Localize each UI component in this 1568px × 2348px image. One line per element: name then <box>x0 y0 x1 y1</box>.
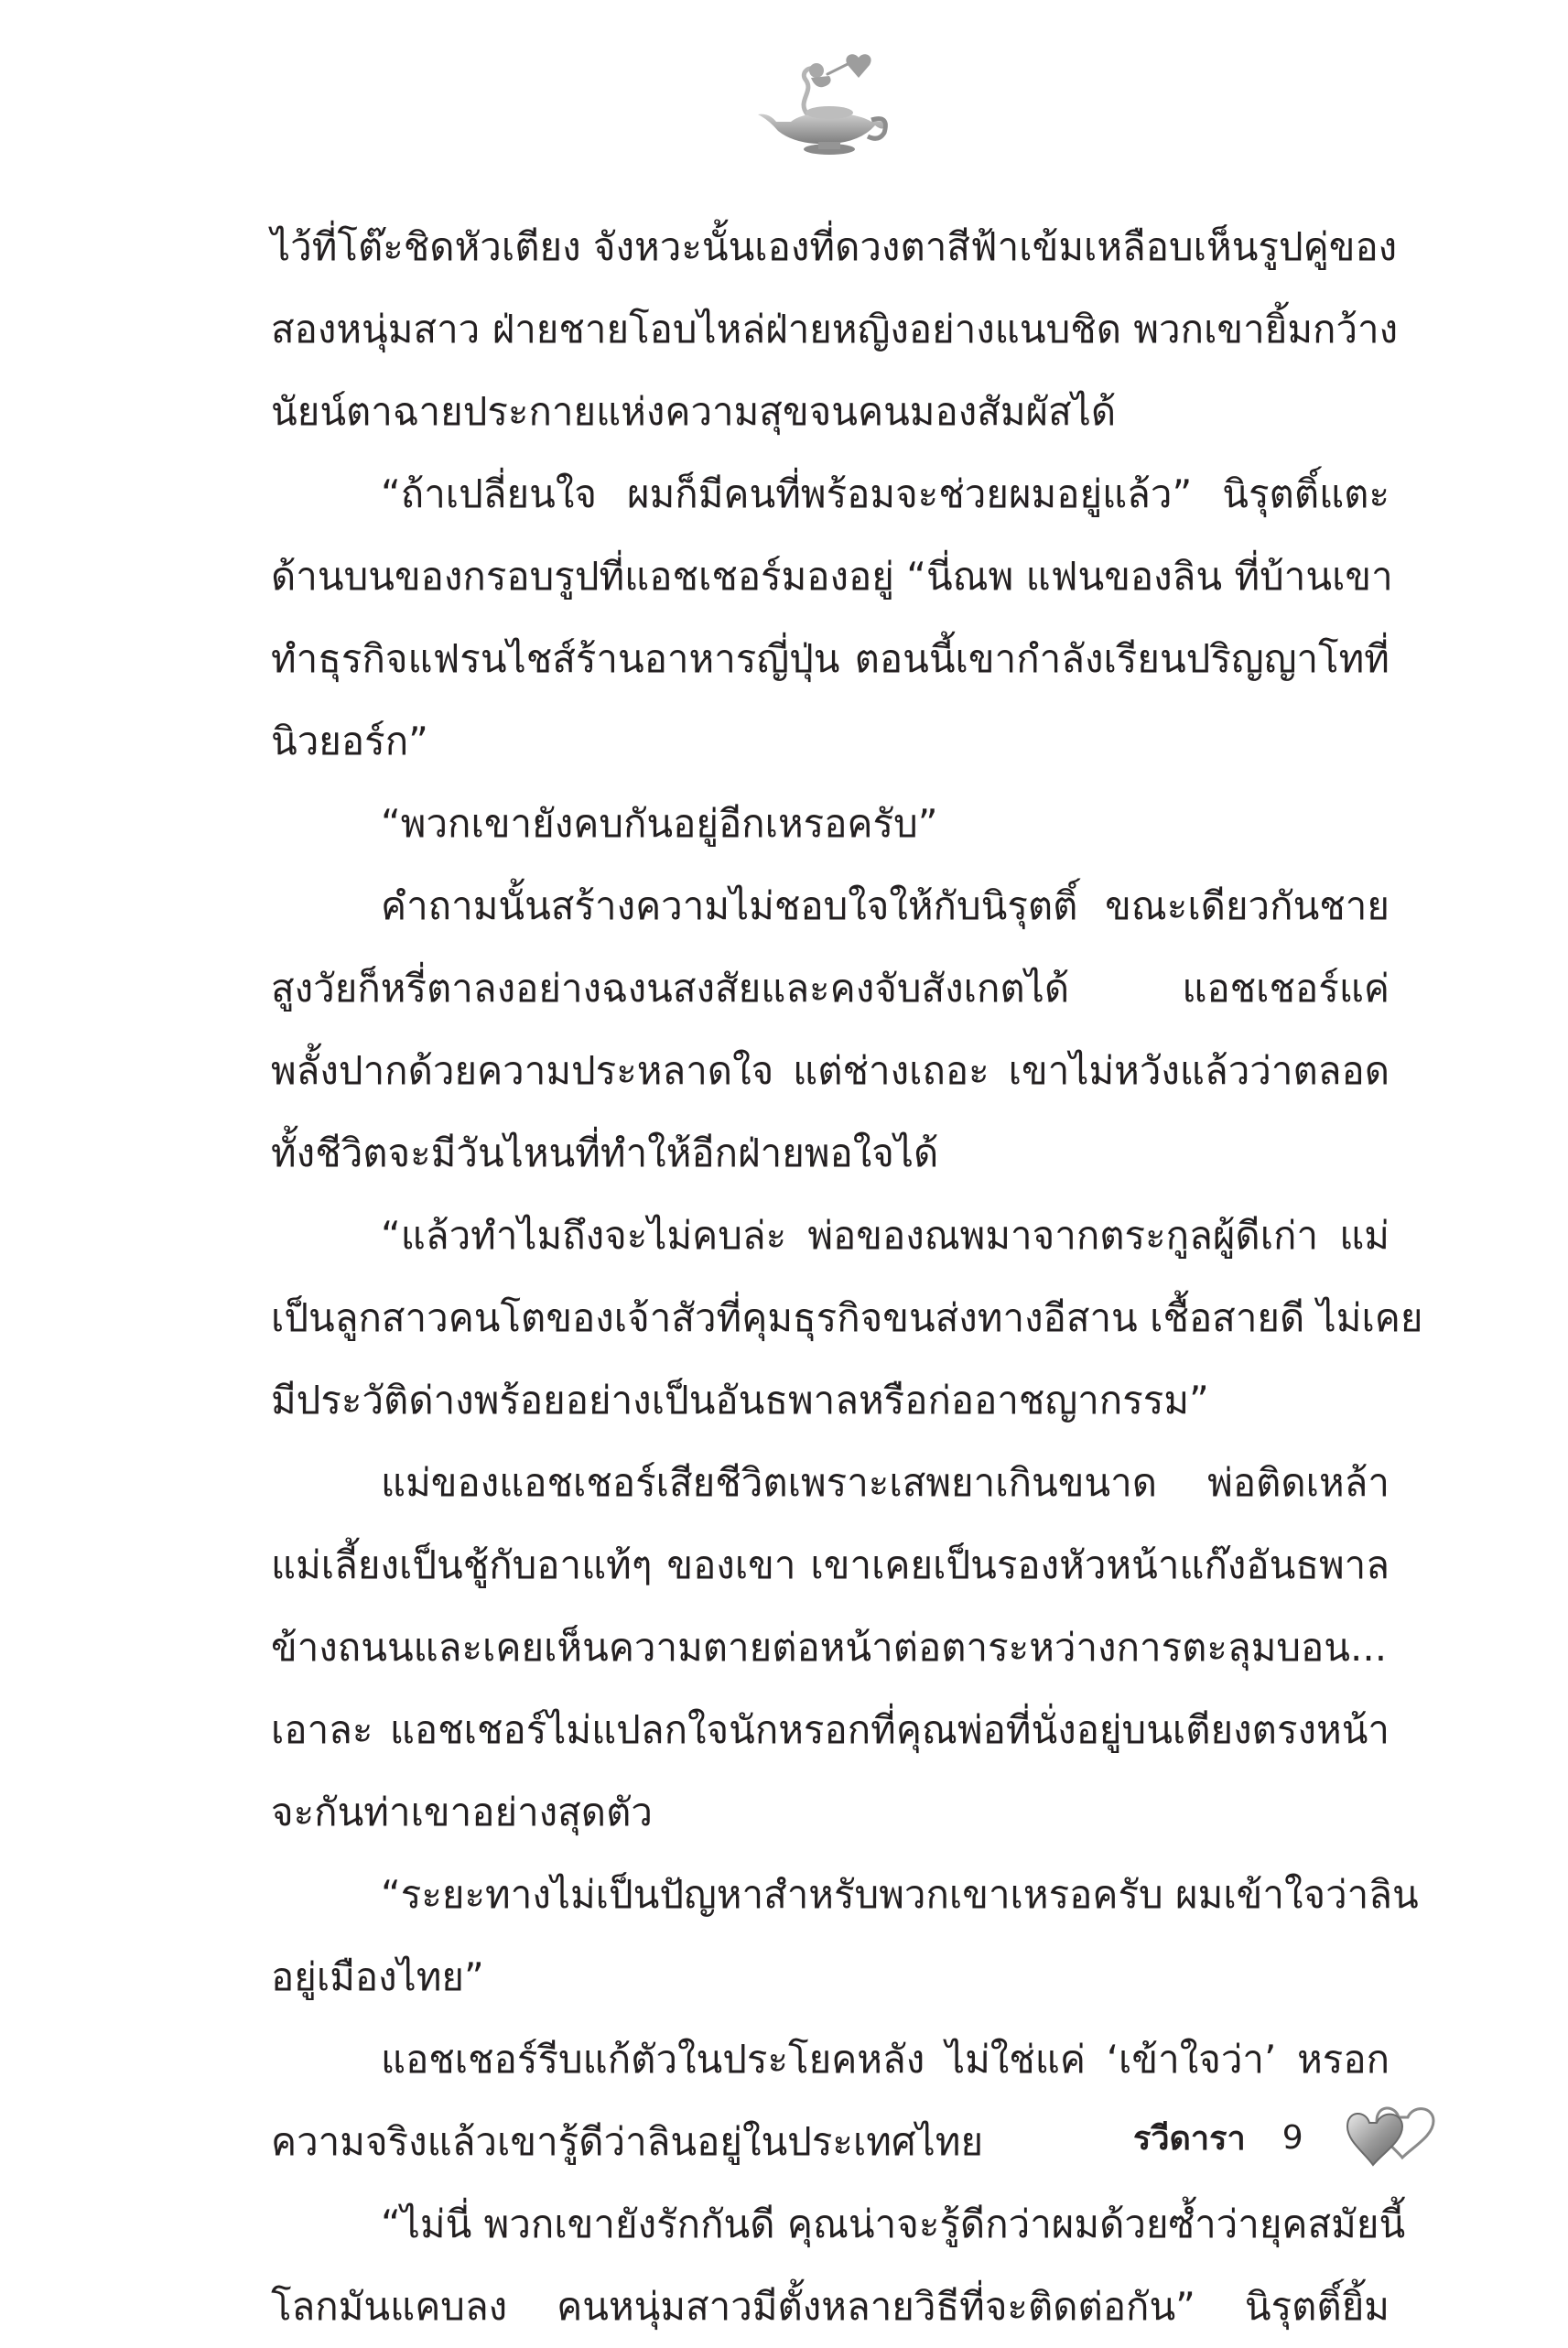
text-line: ด้านบนของกรอบรูปที่แอชเชอร์มองอยู่ “นี่ณพ แฟนของลิน ที่บ้านเขา <box>271 554 1393 599</box>
text-line: เอาละ แอชเชอร์ไม่แปลกใจนักหรอกที่คุณพ่อที่นั่งอยู่บนเตียงตรงหน้า <box>271 1707 1390 1752</box>
text-line: ข้างถนนและเคยเห็นความตายต่อหน้าต่อตาระหว่างการตะลุมบอน... <box>271 1625 1388 1670</box>
text-line: โลกมันแคบลง คนหนุ่มสาวมีตั้งหลายวิธีที่จะติดต่อกัน” นิรุตติ์ยิ้ม <box>271 2284 1390 2329</box>
page-number: 9 <box>1281 2118 1303 2157</box>
text-line: แอชเชอร์รีบแก้ตัวในประโยคหลัง ไม่ใช่แค่ ‘เข้าใจว่า’ หรอก <box>381 2037 1390 2082</box>
page-footer <box>1133 2105 1443 2169</box>
text-line: นิวยอร์ก” <box>271 719 428 763</box>
text-line: พลั้งปากด้วยความประหลาดใจ แต่ช่างเถอะ เขาไม่หวังแล้วว่าตลอด <box>271 1048 1390 1093</box>
text-line: ทำธุรกิจแฟรนไชส์ร้านอาหารญี่ปุ่น ตอนนี้เขากำลังเรียนปริญญาโทที่ <box>271 636 1390 681</box>
text-line: ทั้งชีวิตจะมีวันไหนที่ทำให้อีกฝ่ายพอใจได้ <box>271 1131 939 1175</box>
text-line: อยู่เมืองไทย” <box>271 1954 484 1999</box>
text-line: นัยน์ตาฉายประกายแห่งความสุขจนคนมองสัมผัสได้ <box>271 389 1117 434</box>
text-line: มีประวัติด่างพร้อยอย่างเป็นอันธพาลหรือก่ออาชญากรรม” <box>271 1378 1209 1423</box>
text-line: สูงวัยก็หรี่ตาลงอย่างฉงนสงสัยและคงจับสังเกตได้ แอชเชอร์แค่ <box>271 966 1390 1011</box>
text-line: จะกันท่าเขาอย่างสุดตัว <box>271 1790 653 1834</box>
text-line: ไว้ที่โต๊ะชิดหัวเตียง จังหวะนั้นเองที่ดวงตาสีฟ้าเข้มเหลือบเห็นรูปคู่ของ <box>271 224 1398 269</box>
chapter-text <box>271 206 1423 2348</box>
text-line: “ไม่นี่ พวกเขายังรักกันดี คุณน่าจะรู้ดีกว่าผมด้วยซ้ำว่ายุคสมัยนี้ <box>381 2202 1406 2246</box>
text-line: เป็นลูกสาวคนโตของเจ้าสัวที่คุมธุรกิจขนส่งทางอีสาน เชื้อสายดี ไม่เคย <box>271 1295 1423 1340</box>
text-line: “พวกเขายังคบกันอยู่อีกเหรอครับ” <box>381 801 938 846</box>
text-line: สองหนุ่มสาว ฝ่ายชายโอบไหล่ฝ่ายหญิงอย่างแนบชิด พวกเขายิ้มกว้าง <box>271 307 1399 352</box>
text-line: ความจริงแล้วเขารู้ดีว่าลินอยู่ในประเทศไทย <box>271 2119 984 2164</box>
book-title: รวีดารา <box>1133 2119 1246 2158</box>
text-line: “ถ้าเปลี่ยนใจ ผมก็มีคนที่พร้อมจะช่วยผมอยู่แล้ว” นิรุตติ์แตะ <box>381 471 1390 516</box>
text-line: แม่เลี้ยงเป็นชู้กับอาแท้ๆ ของเขา เขาเคยเป็นรองหัวหน้าแก๊งอันธพาล <box>271 1542 1390 1587</box>
genie-lamp-with-cupid-icon <box>751 50 897 160</box>
double-heart-icon <box>1342 2101 1443 2174</box>
text-line: “ระยะทางไม่เป็นปัญหาสำหรับพวกเขาเหรอครับ ผมเข้าใจว่าลิน <box>381 1872 1419 1917</box>
text-line: แม่ของแอชเชอร์เสียชีวิตเพราะเสพยาเกินขนาด พ่อติดเหล้า <box>381 1460 1390 1505</box>
text-line: คำถามนั้นสร้างความไม่ชอบใจให้กับนิรุตติ์ ขณะเดียวกันชาย <box>381 883 1390 928</box>
text-line: “แล้วทำไมถึงจะไม่คบล่ะ พ่อของณพมาจากตระกูลผู้ดีเก่า แม่ <box>381 1213 1390 1258</box>
